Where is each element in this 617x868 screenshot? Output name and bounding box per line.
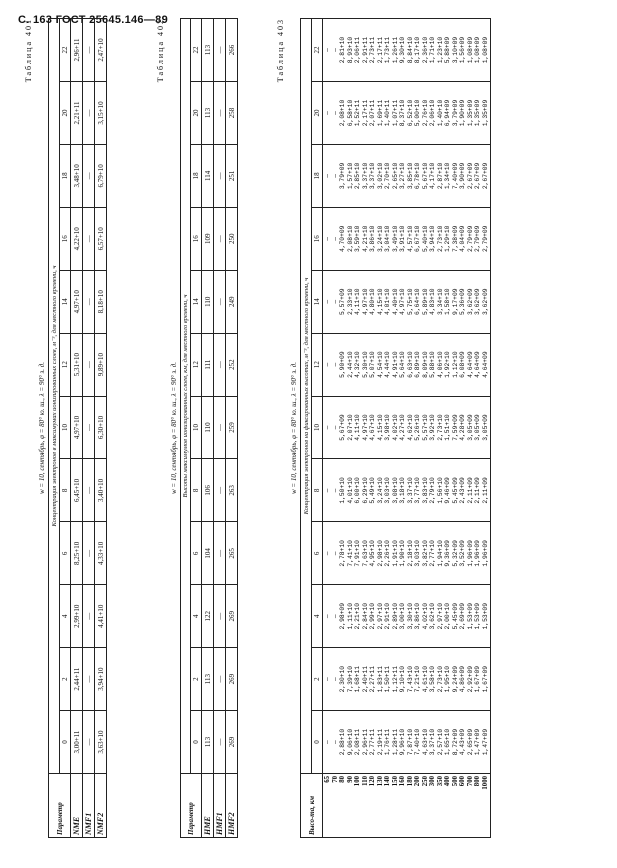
table-row xyxy=(214,19,226,838)
table-cell: 265 xyxy=(226,522,238,585)
table-cell: — xyxy=(214,648,226,711)
table-cell: — xyxy=(83,19,95,82)
table-cell: 249 xyxy=(226,270,238,333)
table-cell: 3,40+10 xyxy=(95,459,107,522)
table-cell: — xyxy=(83,711,95,774)
column-h14: — — 5,57+09 2,33+10 4,11+10 4,97+10 4,80+10 4,15+10 4,01+10 4,40+10 4,97+10 5,75+10 6,64+10 5,89+10 4,83+10 3,34+10 1,58+10 9,17+09 5,36+09 3,62+09 3,62+09 3,62+09 xyxy=(323,270,491,333)
table-cell: 269 xyxy=(226,711,238,774)
table-cell: 6,79+10 xyxy=(95,144,107,207)
table-cell: 3,15+10 xyxy=(95,82,107,145)
table-cell: — xyxy=(214,207,226,270)
table-cell: — xyxy=(83,396,95,459)
table-cell: 252 xyxy=(226,333,238,396)
table-cell: 5,31+10 xyxy=(71,333,83,396)
table-cell: 4,41+10 xyxy=(95,585,107,648)
hour-header: 18 xyxy=(312,144,323,207)
table-cell: 2,47+10 xyxy=(95,19,107,82)
table-cell: 4,97+10 xyxy=(71,396,83,459)
table-cell: 258 xyxy=(226,82,238,145)
hour-header: 4 xyxy=(191,585,202,648)
hour-header: 22 xyxy=(60,19,71,82)
param-name: NMF2 xyxy=(95,774,107,838)
param-name: HMF2 xyxy=(226,774,238,838)
table-cell: 3,63+10 xyxy=(95,711,107,774)
table-cell: 263 xyxy=(226,459,238,522)
table-cell: 2,99+10 xyxy=(71,585,83,648)
hour-header: 18 xyxy=(191,144,202,207)
table-cell: 8,25+10 xyxy=(71,522,83,585)
hour-header: 4 xyxy=(60,585,71,648)
table-cell: — xyxy=(214,144,226,207)
table-cell: — xyxy=(83,207,95,270)
hour-header: 10 xyxy=(312,396,323,459)
hour-header: 8 xyxy=(191,459,202,522)
param-name: HMF1 xyxy=(214,774,226,838)
column-h22: — — 2,81+10 8,93+10 2,06+11 2,91+11 2,73+11 2,17+11 1,73+11 1,26+11 9,30+10 8,84+10 8,17+10 2,36+10 1,71+10 1,23+10 5,88+09 3,10+09 1,56+09 1,08+09 1,08+09 1,08+09 xyxy=(323,19,491,82)
hour-header: 6 xyxy=(60,522,71,585)
table-cell: — xyxy=(83,648,95,711)
table-cell: 8,18+10 xyxy=(95,270,107,333)
hour-header: 10 xyxy=(60,396,71,459)
hour-header: 2 xyxy=(312,648,323,711)
table-403-subheader: Концентрация электронов на фиксированных высотах, м⁻³, для местного времени, ч xyxy=(301,19,312,774)
hour-header: 4 xyxy=(312,585,323,648)
table-cell: 6,45+10 xyxy=(71,459,83,522)
table-cell: 269 xyxy=(226,585,238,648)
column-h20: — — 2,08+10 6,58+10 1,52+11 2,17+11 2,07+11 1,69+11 1,40+11 1,07+11 8,37+10 6,52+10 5,00+10 2,76+10 2,06+10 1,40+10 6,94+09 3,79+09 1,90+09 1,35+09 1,35+09 1,35+09 xyxy=(323,82,491,145)
hour-header: 20 xyxy=(312,82,323,145)
rotated-content xyxy=(20,18,610,838)
table-cell: 113 xyxy=(202,82,214,145)
table-cell: — xyxy=(214,270,226,333)
column-h16: — — 4,70+09 2,08+10 3,59+10 4,21+10 3,86+10 3,24+10 3,04+10 3,49+10 3,91+10 4,57+10 6,67+10 5,40+10 3,94+10 2,73+10 1,29+10 7,38+09 4,04+09 2,79+09 2,79+09 2,79+09 xyxy=(323,207,491,270)
hour-header: 18 xyxy=(60,144,71,207)
table-403-grid xyxy=(300,18,491,838)
table-cell: 110 xyxy=(202,270,214,333)
table-402 xyxy=(158,18,238,838)
table-403-name: Таблица 403 xyxy=(276,18,285,83)
param-name: NMF1 xyxy=(83,774,95,838)
table-cell: 2,44+11 xyxy=(71,648,83,711)
hour-header: 16 xyxy=(312,207,323,270)
table-cell: 113 xyxy=(202,19,214,82)
hour-header: 20 xyxy=(60,82,71,145)
param-name: HME xyxy=(202,774,214,838)
table-cell: 113 xyxy=(202,711,214,774)
table-cell: 3,94+10 xyxy=(95,648,107,711)
table-row xyxy=(95,19,107,838)
table-402-caption: w = 10, сентябрь, φ = 80° ю. ш., λ = 90° з. д. xyxy=(170,361,178,495)
table-cell: 6,30+10 xyxy=(95,396,107,459)
table-row xyxy=(83,19,95,838)
height-values: 65 70 80 90 100 110 120 130 140 150 160 180 200 250 300 350 400 500 600 700 800 1000 xyxy=(323,774,491,838)
table-row xyxy=(226,19,238,838)
hour-header: 10 xyxy=(191,396,202,459)
table-cell: — xyxy=(83,585,95,648)
table-cell: 251 xyxy=(226,144,238,207)
hour-header: 2 xyxy=(191,648,202,711)
table-cell: — xyxy=(214,333,226,396)
table-403 xyxy=(278,18,491,838)
table-cell: 111 xyxy=(202,333,214,396)
table-cell: — xyxy=(83,459,95,522)
hour-header: 16 xyxy=(191,207,202,270)
table-cell: — xyxy=(214,585,226,648)
table-cell: 113 xyxy=(202,648,214,711)
table-cell: — xyxy=(214,396,226,459)
table-401-caption: w = 10, сентябрь, φ = 80° ю. ш., λ = 90° з. д. xyxy=(38,361,46,495)
table-cell: 2,21+11 xyxy=(71,82,83,145)
hour-header: 16 xyxy=(60,207,71,270)
table-cell: — xyxy=(214,459,226,522)
hour-header: 14 xyxy=(191,270,202,333)
column-h2: — — 2,30+10 7,39+10 1,68+11 2,40+11 2,27+11 1,83+11 1,50+11 1,12+11 9,10+10 7,43+10 7,21+10 4,61+10 3,58+10 2,73+10 1,95+10 9,24+09 4,86+09 2,92+09 1,67+09 1,67+09 xyxy=(323,648,491,711)
hour-header: 12 xyxy=(60,333,71,396)
table-402-subheader: Высоты максимумов ионизированных слоев, км, для местного времени, ч xyxy=(181,19,191,774)
table-402-grid xyxy=(180,18,238,838)
table-cell: 122 xyxy=(202,585,214,648)
table-row xyxy=(202,19,214,838)
column-h8: — — 1,50+10 4,01+10 6,00+10 6,29+10 5,49+10 3,24+10 3,03+10 3,08+10 3,18+10 3,37+10 3,77+10 3,83+10 2,79+10 1,56+10 9,46+09 5,45+09 2,43+09 2,11+09 2,11+09 2,11+09 xyxy=(323,459,491,522)
table-cell: — xyxy=(214,82,226,145)
table-cell: 104 xyxy=(202,522,214,585)
hour-header: 20 xyxy=(191,82,202,145)
table-cell: 269 xyxy=(226,648,238,711)
hour-header: 8 xyxy=(60,459,71,522)
hour-header: 6 xyxy=(312,522,323,585)
param-header: Параметр xyxy=(181,774,202,838)
table-cell: 4,33+10 xyxy=(95,522,107,585)
table-402-name: Таблица 402 xyxy=(156,18,165,83)
table-cell: — xyxy=(83,333,95,396)
hour-header: 0 xyxy=(191,711,202,774)
table-cell: 3,48+10 xyxy=(71,144,83,207)
table-401-name: Таблица 401 xyxy=(24,18,33,83)
table-cell: 114 xyxy=(202,144,214,207)
column-h0: — — 2,88+10 9,06+10 2,08+11 2,96+11 2,77+11 2,19+11 1,76+11 1,28+11 9,96+10 7,87+10 7,40+10 4,63+10 3,37+10 2,57+10 1,65+10 8,72+09 4,43+09 2,65+09 1,47+09 1,47+09 xyxy=(323,711,491,774)
table-cell: 6,57+10 xyxy=(95,207,107,270)
hour-header: 14 xyxy=(312,270,323,333)
table-cell: — xyxy=(214,19,226,82)
hour-header: 12 xyxy=(191,333,202,396)
column-h10: — — 5,67+09 2,07+10 4,11+10 4,97+10 4,67+10 4,15+10 3,98+10 4,02+10 4,27+10 4,62+10 5,26+10 5,57+10 3,92+10 2,73+10 1,51+10 7,59+09 4,28+09 3,05+09 3,05+09 3,05+09 xyxy=(323,396,491,459)
table-cell: — xyxy=(83,522,95,585)
column-h18: — — 3,79+09 1,57+10 2,85+10 3,37+10 3,37+10 3,02+10 2,70+10 2,65+10 3,27+10 3,85+10 6,78+10 5,67+10 4,17+10 2,87+10 1,34+10 7,40+09 3,90+09 2,67+09 2,67+09 2,67+09 xyxy=(323,144,491,207)
table-cell: 4,97+10 xyxy=(71,270,83,333)
hour-header: 0 xyxy=(60,711,71,774)
column-h4: — — 2,98+09 1,11+10 2,21+10 2,84+10 2,99+10 2,97+10 2,91+10 2,89+10 3,00+10 3,30+10 3,86+10 4,02+10 3,62+10 2,97+10 2,00+10 5,45+09 2,69+09 1,53+09 1,53+09 1,53+09 xyxy=(323,585,491,648)
hour-header: 22 xyxy=(191,19,202,82)
table-cell: — xyxy=(83,144,95,207)
column-h6: — — 2,78+10 7,41+10 7,91+10 7,63+10 4,95+10 2,98+10 2,26+10 1,91+10 1,90+10 2,18+10 3,03+10 3,82+10 2,77+10 1,94+10 9,36+09 5,32+09 3,52+09 1,96+09 1,96+09 1,96+09 xyxy=(323,522,491,585)
height-header: Высо-та, км xyxy=(301,774,323,838)
hour-header: 0 xyxy=(312,711,323,774)
hour-header: 8 xyxy=(312,459,323,522)
param-header: Параметр xyxy=(49,774,71,838)
table-cell: 109 xyxy=(202,207,214,270)
table-403-caption: w = 10, сентябрь, φ = 80° ю. ш., λ = 90° з. д. xyxy=(290,361,298,495)
hour-header: 2 xyxy=(60,648,71,711)
table-cell: 2,96+11 xyxy=(71,19,83,82)
table-401-grid xyxy=(48,18,107,838)
page-header: С. 163 ГОСТ 25645.146—89 xyxy=(18,14,168,26)
table-cell: 266 xyxy=(226,19,238,82)
param-name: NME xyxy=(71,774,83,838)
table-401-subheader: Концентрация электронов в максимумах ионизированных слоев, м⁻³, для местного времени, ч xyxy=(49,19,60,774)
table-row xyxy=(71,19,83,838)
table-cell: — xyxy=(214,522,226,585)
table-cell: 259 xyxy=(226,396,238,459)
table-cell: — xyxy=(214,711,226,774)
hour-header: 12 xyxy=(312,333,323,396)
table-cell: — xyxy=(83,270,95,333)
table-cell: 250 xyxy=(226,207,238,270)
table-cell: 110 xyxy=(202,396,214,459)
table-cell: 106 xyxy=(202,459,214,522)
table-401 xyxy=(26,18,107,838)
table-cell: 4,22+10 xyxy=(71,207,83,270)
hour-header: 14 xyxy=(60,270,71,333)
table-cell: 3,00+11 xyxy=(71,711,83,774)
table-cell: — xyxy=(83,82,95,145)
column-h12: — — 5,90+09 2,44+10 4,32+10 5,30+10 5,07+10 4,54+10 4,44+10 4,91+10 5,64+10 6,63+10 6,89+10 8,09+10 5,88+10 4,06+10 1,92+10 1,12+10 6,08+09 4,64+09 4,64+09 4,64+09 xyxy=(323,333,491,396)
hour-header: 6 xyxy=(191,522,202,585)
hour-header: 22 xyxy=(312,19,323,82)
table-cell: 9,89+10 xyxy=(95,333,107,396)
